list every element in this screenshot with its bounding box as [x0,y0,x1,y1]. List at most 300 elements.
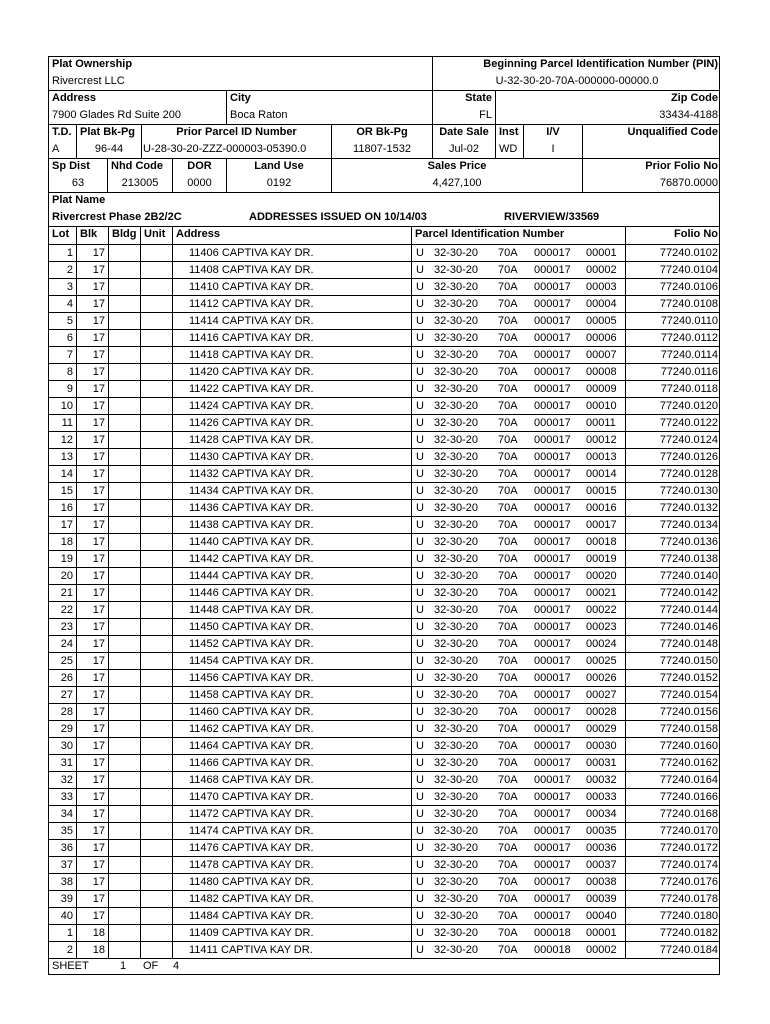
blk: 17 [92,757,105,769]
cell [49,415,77,431]
cell [173,636,412,652]
col-blk: Blk [80,228,98,240]
lot: 31 [60,757,73,769]
ownership-row [49,57,719,91]
table-row [49,908,719,925]
cell [109,347,141,363]
cell [626,415,721,431]
table-row [49,602,719,619]
cell [109,449,141,465]
label: Beginning Parcel Identification Number (PIN) [483,58,718,70]
cell [49,432,77,448]
address: 11448 CAPTIVA KAY DR. [189,604,314,616]
label: Prior Folio No [645,160,718,172]
cell [141,415,173,431]
cell [109,908,141,924]
cell [412,517,626,533]
cell [109,262,141,278]
pin-prefix: U [416,638,424,650]
lot: 36 [60,842,73,854]
pin-lot: 00017 [586,519,617,531]
lot: 10 [60,400,73,412]
pin-lot: 00028 [586,706,617,718]
cell [109,857,141,873]
lot: 20 [60,570,73,582]
pin-section: 32-30-20 [434,944,479,956]
table-row [49,466,719,483]
pin-block: 000017 [534,825,571,837]
cell [77,534,109,550]
pin-block: 000017 [534,604,571,616]
pin-block: 000017 [534,910,571,922]
prior-parcel-id: U-28-30-20-ZZZ-000003-05390.0 [143,143,307,155]
pin-subdivision: 70A [498,315,518,327]
folio: 77240.0126 [659,451,718,463]
folio: 77240.0174 [659,859,718,871]
cell [626,330,721,346]
folio: 77240.0144 [659,604,718,616]
cell [626,619,721,635]
cell [77,789,109,805]
pin-subdivision: 70A [498,519,518,531]
blk: 17 [92,485,105,497]
lot: 7 [66,349,73,361]
cell [77,415,109,431]
address: 11456 CAPTIVA KAY DR. [189,672,314,684]
label: City [230,92,251,104]
blk: 17 [92,621,105,633]
prior-folio: 76870.0000 [659,177,718,189]
cell [412,398,626,414]
lot: 28 [60,706,73,718]
cell [109,534,141,550]
district-row [49,159,719,193]
folio: 77240.0176 [659,876,718,888]
label: Address [52,92,97,104]
folio: 77240.0164 [659,774,718,786]
address: 11484 CAPTIVA KAY DR. [189,910,314,922]
pin-subdivision: 70A [498,655,518,667]
cell [109,755,141,771]
cell [77,857,109,873]
address: 11418 CAPTIVA KAY DR. [189,349,314,361]
pin-lot: 00027 [586,689,617,701]
cell [77,364,109,380]
cell [49,500,77,516]
cell [173,653,412,669]
cell [412,483,626,499]
folio: 77240.0182 [659,927,718,939]
pin-block: 000017 [534,298,571,310]
pin-prefix: U [416,876,424,888]
cell [109,279,141,295]
label: DOR [187,160,212,172]
pin-block: 000017 [534,893,571,905]
label: Land Use [254,160,304,172]
cell [626,568,721,584]
pin-prefix: U [416,672,424,684]
cell [109,891,141,907]
pin-lot: 00019 [586,553,617,565]
table-row [49,636,719,653]
pin-block: 000017 [534,485,571,497]
table-row [49,721,719,738]
address: 11424 CAPTIVA KAY DR. [189,400,314,412]
pin-block: 000017 [534,281,571,293]
cell [173,483,412,499]
cell [141,500,173,516]
cell [109,364,141,380]
address: 11440 CAPTIVA KAY DR. [189,536,314,548]
blk: 17 [92,638,105,650]
pin-lot: 00020 [586,570,617,582]
cell [141,721,173,737]
pin-section: 32-30-20 [434,281,479,293]
table-row [49,534,719,551]
sheet-label: SHEET [52,960,89,972]
pin-subdivision: 70A [498,808,518,820]
cell [77,704,109,720]
address: 11464 CAPTIVA KAY DR. [189,740,314,752]
pin-lot: 00011 [586,417,616,429]
pin-lot: 00021 [586,587,617,599]
cell [626,398,721,414]
dor: 0000 [187,177,212,189]
lot: 9 [66,383,73,395]
cell [49,585,77,601]
pin-block: 000018 [534,927,571,939]
cell [141,942,173,958]
lot: 8 [66,366,73,378]
lot: 2 [66,944,73,956]
lot: 37 [60,859,73,871]
pin-prefix: U [416,315,424,327]
label: Inst [499,126,519,138]
label: OR Bk-Pg [356,126,408,138]
cell [49,619,77,635]
cell [141,806,173,822]
cell [141,891,173,907]
cell [109,551,141,567]
blk: 18 [92,944,105,956]
cell [626,840,721,856]
land-use: 0192 [266,177,292,189]
pin-lot: 00012 [586,434,617,446]
pin-prefix: U [416,434,424,446]
address: 11412 CAPTIVA KAY DR. [189,298,314,310]
address: 11460 CAPTIVA KAY DR. [189,706,314,718]
folio: 77240.0162 [659,757,718,769]
folio: 77240.0142 [659,587,718,599]
label: Plat Ownership [52,58,133,70]
cell [109,619,141,635]
cell [173,296,412,312]
cell [109,738,141,754]
address: 11432 CAPTIVA KAY DR. [189,468,314,480]
folio: 77240.0150 [659,655,718,667]
cell [626,942,721,958]
pin-prefix: U [416,383,424,395]
cell [626,245,721,261]
label: Sales Price [427,160,487,172]
address: 11454 CAPTIVA KAY DR. [189,655,314,667]
lot: 11 [61,417,73,429]
lot: 6 [66,332,73,344]
cell [77,466,109,482]
lot: 18 [60,536,73,548]
table-row [49,500,719,517]
cell [49,874,77,890]
folio: 77240.0180 [659,910,718,922]
table-row [49,262,719,279]
cell [141,381,173,397]
col-bldg: Bldg [112,228,137,240]
pin-subdivision: 70A [498,893,518,905]
cell [141,551,173,567]
pin-prefix: U [416,417,424,429]
blk: 17 [92,383,105,395]
cell [412,653,626,669]
cell [173,806,412,822]
table-row [49,925,719,942]
cell [626,364,721,380]
pin-subdivision: 70A [498,366,518,378]
cell [626,347,721,363]
cell [412,857,626,873]
pin-lot: 00032 [586,774,617,786]
iv: I [551,143,555,155]
pin-section: 32-30-20 [434,808,479,820]
blk: 17 [92,553,105,565]
address: 11409 CAPTIVA KAY DR. [189,927,314,939]
folio: 77240.0102 [659,247,718,259]
cell [109,432,141,448]
pin-subdivision: 70A [498,383,518,395]
cell [626,908,721,924]
cell [412,415,626,431]
cell [141,738,173,754]
cell [412,449,626,465]
blk: 17 [92,519,105,531]
pin-section: 32-30-20 [434,655,479,667]
pin-lot: 00036 [586,842,617,854]
cell [77,687,109,703]
pin-prefix: U [416,927,424,939]
nhd-code: 213005 [121,177,159,189]
cell [412,891,626,907]
cell [412,313,626,329]
cell [626,925,721,941]
lot: 26 [60,672,73,684]
cell [626,891,721,907]
pin-lot: 00031 [586,757,617,769]
cell [77,585,109,601]
cell [49,942,77,958]
cell [141,908,173,924]
cell [626,534,721,550]
cell [412,823,626,839]
pin-prefix: U [416,468,424,480]
pin-block: 000017 [534,740,571,752]
pin-lot: 00001 [586,927,617,939]
pin-prefix: U [416,400,424,412]
cell [626,432,721,448]
lot: 35 [60,825,73,837]
cell [173,908,412,924]
cell [49,840,77,856]
address: 11426 CAPTIVA KAY DR. [189,417,314,429]
cell [49,466,77,482]
of-label: OF [143,960,159,972]
lot: 23 [60,621,73,633]
pin-section: 32-30-20 [434,723,479,735]
label: Plat Name [52,194,106,206]
address: 11476 CAPTIVA KAY DR. [189,842,314,854]
pin-section: 32-30-20 [434,893,479,905]
folio: 77240.0132 [659,502,718,514]
cell [141,398,173,414]
pin-subdivision: 70A [498,451,518,463]
pin-section: 32-30-20 [434,587,479,599]
cell [626,789,721,805]
address: 11420 CAPTIVA KAY DR. [189,366,314,378]
pin-lot: 00018 [586,536,617,548]
sheet-footer [49,959,719,974]
cell [173,551,412,567]
pin-lot: 00005 [586,315,617,327]
cell [49,381,77,397]
folio: 77240.0146 [659,621,718,633]
lot: 24 [60,638,73,650]
pin-block: 000018 [534,944,571,956]
cell [49,670,77,686]
cell [173,721,412,737]
address: 11416 CAPTIVA KAY DR. [189,332,314,344]
cell [626,738,721,754]
cell [49,925,77,941]
cell [173,500,412,516]
lot: 39 [60,893,73,905]
pin-block: 000017 [534,315,571,327]
pin-subdivision: 70A [498,570,518,582]
pin-section: 32-30-20 [434,876,479,888]
table-row [49,840,719,857]
address: 11478 CAPTIVA KAY DR. [189,859,314,871]
cell [173,347,412,363]
folio: 77240.0170 [659,825,718,837]
plat-ownership-cell [49,57,433,91]
folio: 77240.0124 [659,434,718,446]
blk: 17 [92,876,105,888]
cell [626,687,721,703]
cell [173,942,412,958]
cell [412,296,626,312]
cell [173,466,412,482]
table-row [49,772,719,789]
pin-lot: 00022 [586,604,617,616]
blk: 17 [92,417,105,429]
table-row [49,942,719,959]
pin-subdivision: 70A [498,638,518,650]
pin-subdivision: 70A [498,502,518,514]
folio: 77240.0104 [659,264,718,276]
address: 11446 CAPTIVA KAY DR. [189,587,314,599]
cell [77,908,109,924]
owner-address: 7900 Glades Rd Suite 200 [52,109,182,121]
cell [412,908,626,924]
table-row [49,874,719,891]
cell [626,704,721,720]
pin-lot: 00024 [586,638,617,650]
pin-block: 000017 [534,587,571,599]
pin-section: 32-30-20 [434,672,479,684]
cell [141,296,173,312]
pin-lot: 00014 [586,468,617,480]
cell [412,432,626,448]
lot: 32 [60,774,73,786]
blk: 17 [92,859,105,871]
cell [173,279,412,295]
cell [109,466,141,482]
pin-section: 32-30-20 [434,638,479,650]
folio: 77240.0110 [660,315,718,327]
cell [77,449,109,465]
cell [49,517,77,533]
cell [77,483,109,499]
address: 11436 CAPTIVA KAY DR. [189,502,314,514]
cell [173,738,412,754]
cell [626,653,721,669]
blk: 17 [92,332,105,344]
cell [626,262,721,278]
cell [626,296,721,312]
cell [49,398,77,414]
blk: 17 [92,366,105,378]
pin-section: 32-30-20 [434,859,479,871]
table-row [49,755,719,772]
cell [141,262,173,278]
cell [109,296,141,312]
pin-prefix: U [416,689,424,701]
cell [77,619,109,635]
pin-subdivision: 70A [498,264,518,276]
cell [49,823,77,839]
sheet-number: 1 [120,960,127,972]
pin-block: 000017 [534,468,571,480]
cell [412,347,626,363]
cell [141,517,173,533]
pin-block: 000017 [534,638,571,650]
pin-lot: 00009 [586,383,617,395]
cell [77,568,109,584]
pin-section: 32-30-20 [434,485,479,497]
cell [173,381,412,397]
pin-prefix: U [416,519,424,531]
cell [173,704,412,720]
col-lot: Lot [52,228,70,240]
folio: 77240.0166 [659,791,718,803]
cell [141,585,173,601]
blk: 17 [92,587,105,599]
cell [412,670,626,686]
pin-section: 32-30-20 [434,349,479,361]
address: 11482 CAPTIVA KAY DR. [189,893,314,905]
pin-section: 32-30-20 [434,689,479,701]
cell [626,721,721,737]
pin-block: 000017 [534,808,571,820]
cell [412,772,626,788]
lot: 3 [66,281,73,293]
